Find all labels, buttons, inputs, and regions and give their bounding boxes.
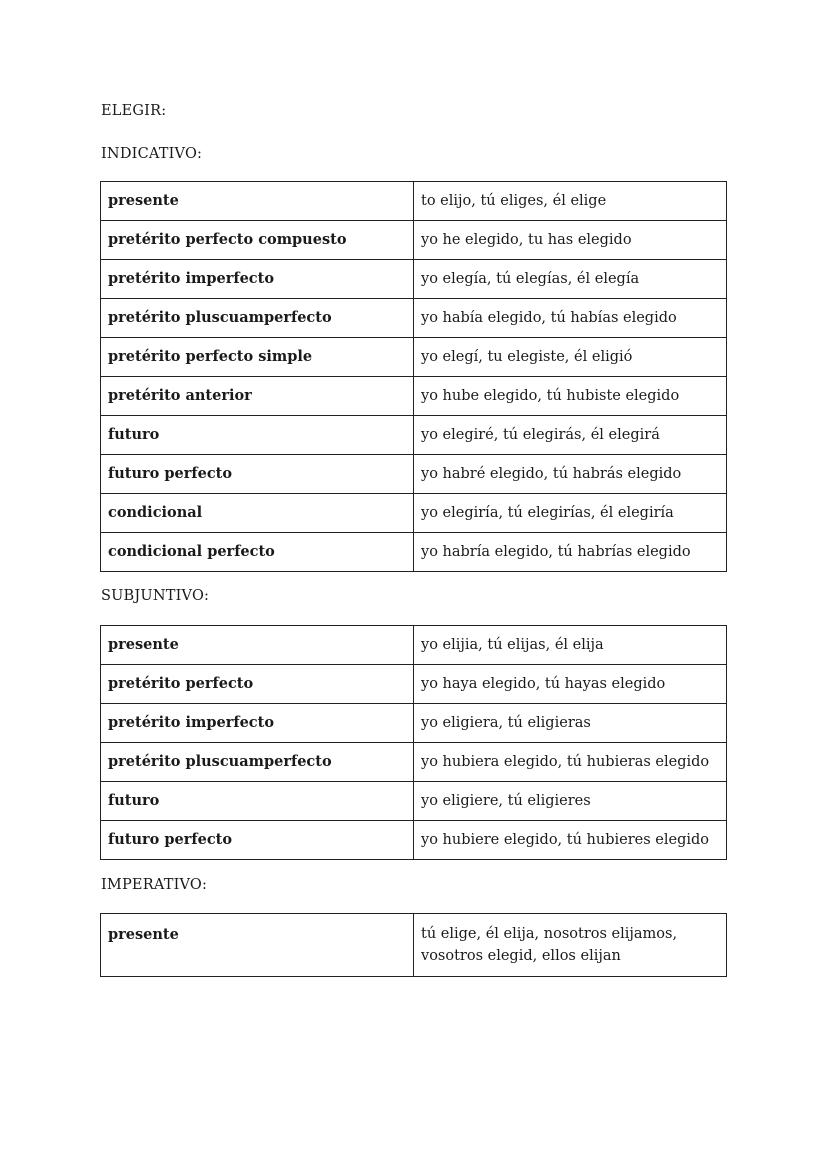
- tense-cell: presente: [101, 626, 414, 665]
- table-row: [101, 455, 727, 494]
- section-heading-indicativo: INDICATIVO:: [101, 146, 203, 162]
- forms-cell: yo elegía, tú elegías, él elegía: [414, 260, 727, 299]
- tense-cell: pretérito perfecto: [101, 665, 414, 704]
- forms-cell: yo habré elegido, tú habrás elegido: [414, 455, 727, 494]
- forms-cell: yo elegí, tu elegiste, él eligió: [414, 338, 727, 377]
- forms-cell: yo habría elegido, tú habrías elegido: [414, 533, 727, 572]
- tense-cell: pretérito pluscuamperfecto: [101, 299, 414, 338]
- forms-cell: yo hube elegido, tú hubiste elegido: [414, 377, 727, 416]
- table-row: [101, 494, 727, 533]
- verb-title: ELEGIR:: [101, 103, 167, 119]
- table-row: [101, 416, 727, 455]
- forms-cell: tú elige, él elija, nosotros elijamos, vosotros elegid, ellos elijan: [414, 914, 727, 977]
- section-heading-imperativo: IMPERATIVO:: [101, 877, 208, 893]
- forms-cell: yo elegiría, tú elegirías, él elegiría: [414, 494, 727, 533]
- imperativo-table: [100, 913, 727, 977]
- tense-cell: presente: [101, 914, 414, 977]
- forms-cell: yo elegiré, tú elegirás, él elegirá: [414, 416, 727, 455]
- forms-cell: yo elijia, tú elijas, él elija: [414, 626, 727, 665]
- table-row: [101, 221, 727, 260]
- table-row: [101, 665, 727, 704]
- table-row: [101, 377, 727, 416]
- tense-cell: pretérito imperfecto: [101, 260, 414, 299]
- tense-cell: pretérito perfecto compuesto: [101, 221, 414, 260]
- tense-cell: condicional perfecto: [101, 533, 414, 572]
- forms-cell: yo había elegido, tú habías elegido: [414, 299, 727, 338]
- tense-cell: pretérito imperfecto: [101, 704, 414, 743]
- tense-cell: pretérito anterior: [101, 377, 414, 416]
- table-row: [101, 704, 727, 743]
- table-row: [101, 626, 727, 665]
- section-heading-subjuntivo: SUBJUNTIVO:: [101, 588, 210, 604]
- table-row: [101, 338, 727, 377]
- table-row: [101, 182, 727, 221]
- table-row: [101, 821, 727, 860]
- table-row: [101, 782, 727, 821]
- forms-cell: yo eligiere, tú eligieres: [414, 782, 727, 821]
- tense-cell: futuro: [101, 782, 414, 821]
- indicativo-table: [100, 181, 727, 572]
- table-row: [101, 533, 727, 572]
- tense-cell: futuro perfecto: [101, 455, 414, 494]
- table-row: [101, 299, 727, 338]
- tense-cell: futuro: [101, 416, 414, 455]
- tense-cell: condicional: [101, 494, 414, 533]
- tense-cell: pretérito perfecto simple: [101, 338, 414, 377]
- subjuntivo-table: [100, 625, 727, 860]
- tense-cell: pretérito pluscuamperfecto: [101, 743, 414, 782]
- forms-cell: yo eligiera, tú eligieras: [414, 704, 727, 743]
- table-row: [101, 914, 727, 977]
- forms-cell: to elijo, tú eliges, él elige: [414, 182, 727, 221]
- forms-cell: yo haya elegido, tú hayas elegido: [414, 665, 727, 704]
- forms-cell: yo hubiera elegido, tú hubieras elegido: [414, 743, 727, 782]
- forms-cell: yo hubiere elegido, tú hubieres elegido: [414, 821, 727, 860]
- table-row: [101, 743, 727, 782]
- table-row: [101, 260, 727, 299]
- tense-cell: presente: [101, 182, 414, 221]
- tense-cell: futuro perfecto: [101, 821, 414, 860]
- forms-cell: yo he elegido, tu has elegido: [414, 221, 727, 260]
